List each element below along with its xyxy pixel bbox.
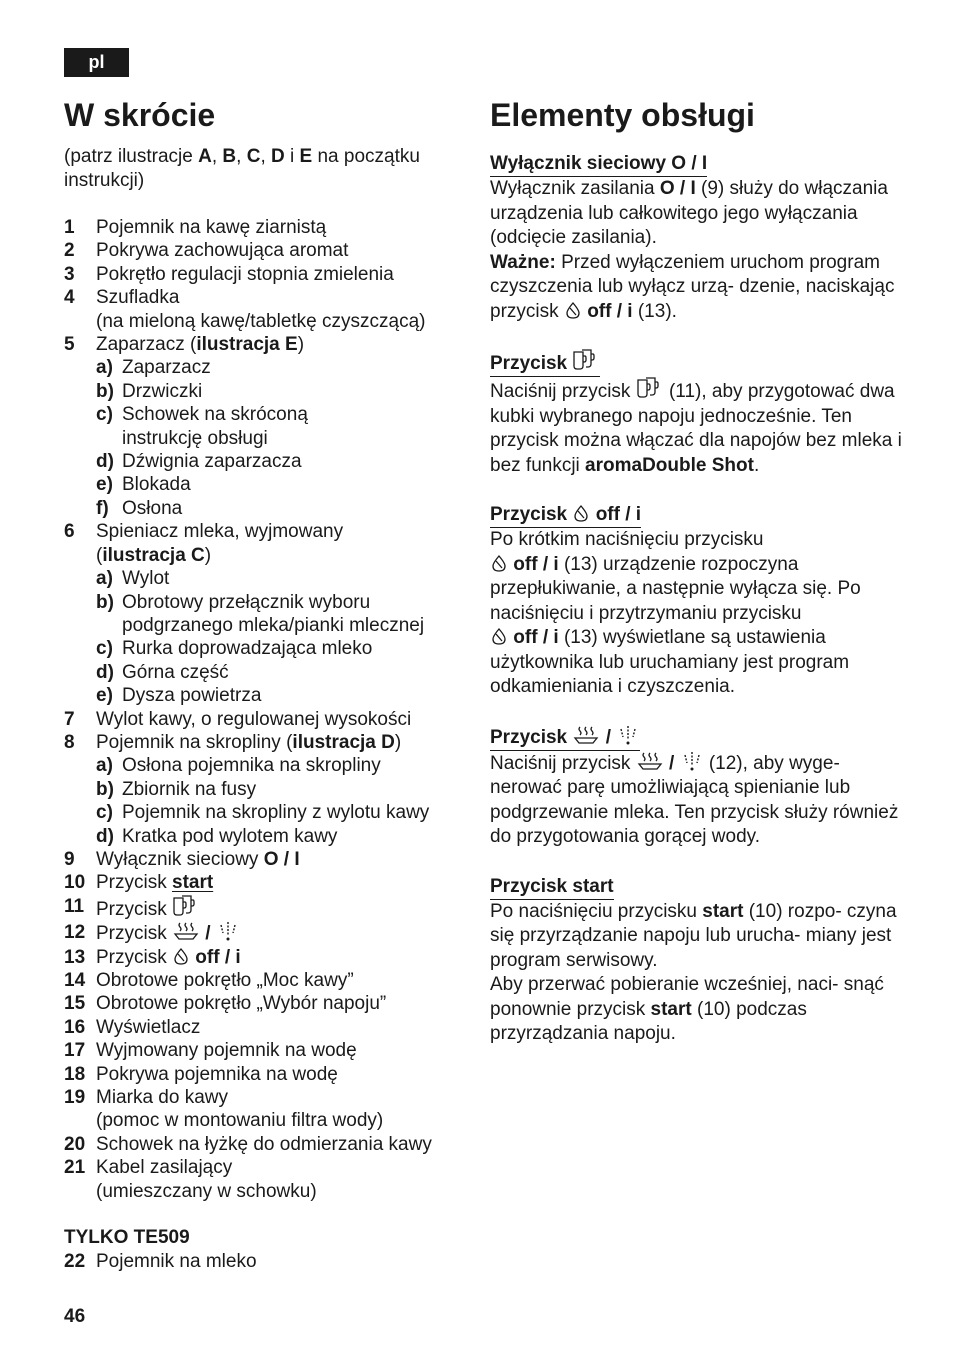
list-item: 9 Wyłącznik sieciowy O / I — [64, 848, 300, 870]
section-text: Wyłącznik zasilania O / I (9) służy do włączania urządzenia lub całkowitego jego wyłączania (odcięcie zasilania). Ważne: Przed wyłączeniem uruchom program czyszczenia lub wyłącz urzą- dzenie, naciskając przycisk off / i (13). — [490, 178, 895, 322]
section-text: Naciśnij przycisk / (12), aby wyge- nerować parę umożliwiającą spienianie lub podgrzewanie mleka. Ten przycisk służy również do przygotowania gorącej wody. — [490, 752, 899, 847]
section-steam-hot-water — [490, 725, 910, 850]
list-item: 2 Pokrywa zachowująca aromat — [64, 240, 349, 262]
language-tab: pl — [64, 48, 129, 77]
section-start-button — [490, 875, 910, 1047]
list-item: 18 Pokrywa pojemnika na wodę — [64, 1063, 338, 1085]
section-heading: Przycisk start — [490, 875, 614, 900]
section-power-switch — [490, 152, 910, 324]
sub-list-item: a) Osłona pojemnika na skropliny — [96, 755, 381, 777]
double-cup-icon — [637, 377, 663, 399]
hot-water-icon — [217, 921, 239, 941]
list-item: 4 Szufladka (na mieloną kawę/tabletkę czyszczącą) — [64, 287, 426, 332]
rinse-icon — [491, 554, 507, 572]
list-item: 7 Wylot kawy, o regulowanej wysokości — [64, 708, 412, 730]
list-item: 16 Wyświetlacz — [64, 1016, 201, 1038]
section-text: Naciśnij przycisk (11), aby przygotować dwa kubki wybranego napoju jednocześnie. Ten przycisk można włączać dla napojów bez mleka i bez funkcji aromaDouble Shot. — [490, 377, 910, 478]
list-item: 13 Przycisk off / i — [64, 946, 241, 968]
parts-list — [64, 216, 464, 1203]
section-text: Po naciśnięciu przycisku start (10) rozpo- czyna się przyrządzanie napoju lub urucha- miany jest program serwisowy. Aby przerwać pobieranie wcześniej, naci- snąć ponownie przycisk start (10) podczas przyrządzania napoju. — [490, 900, 897, 1044]
list-item: 21 Kabel zasilający (umieszczany w schowku) — [64, 1157, 317, 1202]
rinse-icon — [573, 504, 589, 522]
overview-intro: (patrz ilustracje A, B, C, D i E na początku instrukcji) — [64, 146, 420, 191]
sub-list-item: c) Pojemnik na skropliny z wylotu kawy — [96, 802, 430, 824]
list-item: 3 Pokrętło regulacji stopnia zmielenia — [64, 263, 394, 285]
sub-list-item: a) Wylot — [96, 568, 170, 590]
section-heading: Wyłącznik sieciowy O / I — [490, 152, 707, 177]
double-cup-icon — [173, 895, 199, 917]
list-item: 8 Pojemnik na skropliny (ilustracja D) a) Osłona pojemnika na skropliny b) Zbiornik na fusy c) Pojemnik na skropliny z wylotu kawy d) Kratka pod wylotem kawy — [64, 731, 464, 848]
overview-title: W skrócie — [64, 97, 216, 133]
steam-icon — [173, 921, 199, 941]
hot-water-icon — [681, 751, 703, 771]
section-heading: Przycisk off / i — [490, 503, 641, 528]
sub-list-item: c) Rurka doprowadzająca mleko — [96, 638, 373, 660]
model-only-heading: TYLKO TE509 — [64, 1227, 190, 1249]
sub-list-item: a) Zaparzacz — [96, 357, 211, 379]
sub-list-item: d) Górna część — [96, 661, 229, 683]
double-cup-icon — [573, 349, 599, 371]
sub-list-item: c) Schowek na skróconą instrukcję obsługi — [96, 404, 308, 449]
list-item: 6 Spieniacz mleka, wyjmowany (ilustracja C) a) Wylot b) Obrotowy przełącznik wyboru podgrzanego mleka/pianki mlecznej c) Rurka doprowadzająca mleko d) Górna część e) Dysza powietrza — [64, 520, 464, 707]
sub-list-item: d) Dźwignia zaparzacza — [96, 451, 302, 473]
section-text: Po krótkim naciśnięciu przycisku off / i (13) urządzenie rozpoczyna przepłukiwanie, a następnie wyłącza się. Po naciśnięciu i przytrzymaniu przycisku off / i (13) wyświetlane są ustawienia użytkownika lub uruchamiany jest program odkamieniania i czyszczenia. — [490, 529, 861, 697]
section-double-cup — [490, 349, 910, 478]
hot-water-icon — [617, 725, 639, 745]
list-item: 20 Schowek na łyżkę do odmierzania kawy — [64, 1133, 432, 1155]
rinse-icon — [565, 301, 581, 319]
section-off-info — [490, 503, 910, 700]
sub-list-item: b) Zbiornik na fusy — [96, 778, 257, 800]
steam-icon — [637, 751, 663, 771]
list-item: 11 Przycisk — [64, 895, 464, 921]
sub-list-item: b) Drzwiczki — [96, 380, 203, 402]
sub-list-item: e) Dysza powietrza — [96, 685, 262, 707]
section-heading: Przycisk / — [490, 725, 640, 751]
list-item: 5 Zaparzacz (ilustracja E) a) Zaparzacz b) Drzwiczki c) Schowek na skróconą instrukcję obsługi d) Dźwignia zaparzacza e) Blokada f) Osłona — [64, 333, 464, 520]
sub-list-item: b) Obrotowy przełącznik wyboru podgrzanego mleka/pianki mlecznej — [96, 591, 425, 636]
list-item: 22 Pojemnik na mleko — [64, 1251, 257, 1273]
list-item: 19 Miarka do kawy (pomoc w montowaniu filtra wody) — [64, 1087, 384, 1132]
list-item: 10 Przycisk start — [64, 872, 214, 894]
rinse-icon — [173, 947, 189, 965]
page-number: 46 — [64, 1306, 86, 1327]
list-item: 12 Przycisk / — [64, 921, 464, 945]
sub-list-item: e) Blokada — [96, 474, 191, 496]
overview-column — [64, 95, 464, 1273]
list-item: 17 Wyjmowany pojemnik na wodę — [64, 1040, 357, 1062]
section-heading: Przycisk — [490, 349, 600, 377]
sub-list-item: d) Kratka pod wylotem kawy — [96, 825, 338, 847]
rinse-icon — [491, 627, 507, 645]
list-item: 1 Pojemnik na kawę ziarnistą — [64, 217, 327, 238]
controls-column — [490, 95, 910, 1047]
list-item: 15 Obrotowe pokrętło „Wybór napoju” — [64, 993, 387, 1015]
sub-list-item: f) Osłona — [96, 497, 183, 519]
steam-icon — [573, 725, 599, 745]
controls-title: Elementy obsługi — [490, 97, 755, 133]
list-item: 14 Obrotowe pokrętło „Moc kawy” — [64, 970, 354, 991]
